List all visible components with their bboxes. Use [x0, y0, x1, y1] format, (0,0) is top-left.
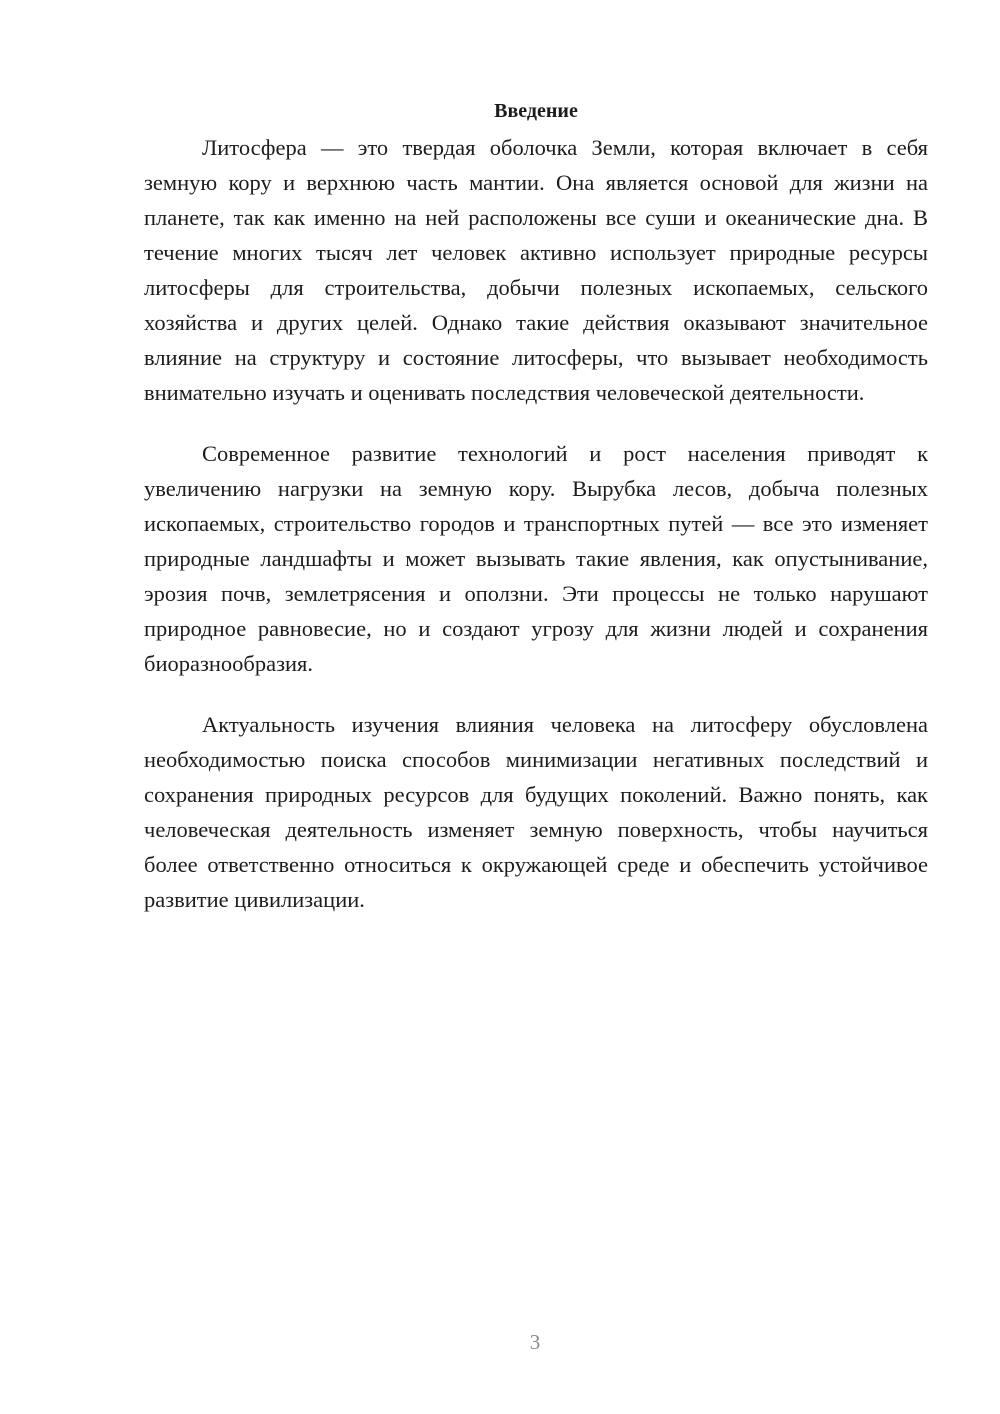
- page-body: [144, 96, 928, 943]
- section-title: Введение: [494, 100, 578, 122]
- page-number: 3: [529, 1330, 541, 1354]
- paragraph-relevance: Актуальность изучения влияния человека на литосферу обусловлена необходимостью поиска способов минимизации негативных последствий и сохранения природных ресурсов для будущих поколений. Важно понять, как человеческая деятельность изменяет земную поверхность, чтобы научиться более ответственно относиться к окружающей среде и обеспечить устойчивое развитие цивилизации.: [144, 712, 928, 912]
- paragraph-lithosphere-definition: Литосфера — это твердая оболочка Земли, которая включает в себя земную кору и верхнюю часть мантии. Она является основой для жизни на планете, так как именно на ней расположены все суши и океанические дна. В течение многих тысяч лет человек активно использует природные ресурсы литосферы для строительства, добычи полезных ископаемых, сельского хозяйства и других целей. Однако такие действия оказывают значительное влияние на структуру и состояние литосферы, что вызывает необходимость внимательно изучать и оценивать последствия человеческой деятельности.: [144, 135, 928, 405]
- paragraph-technology-impact: Современное развитие технологий и рост населения приводят к увеличению нагрузки на земную кору. Вырубка лесов, добыча полезных ископаемых, строительство городов и транспортных путей — все это изменяет природные ландшафты и может вызывать такие явления, как опустынивание, эрозия почв, землетрясения и оползни. Эти процессы не только нарушают природное равновесие, но и создают угрозу для жизни людей и сохранения биоразнообразия.: [144, 441, 928, 676]
